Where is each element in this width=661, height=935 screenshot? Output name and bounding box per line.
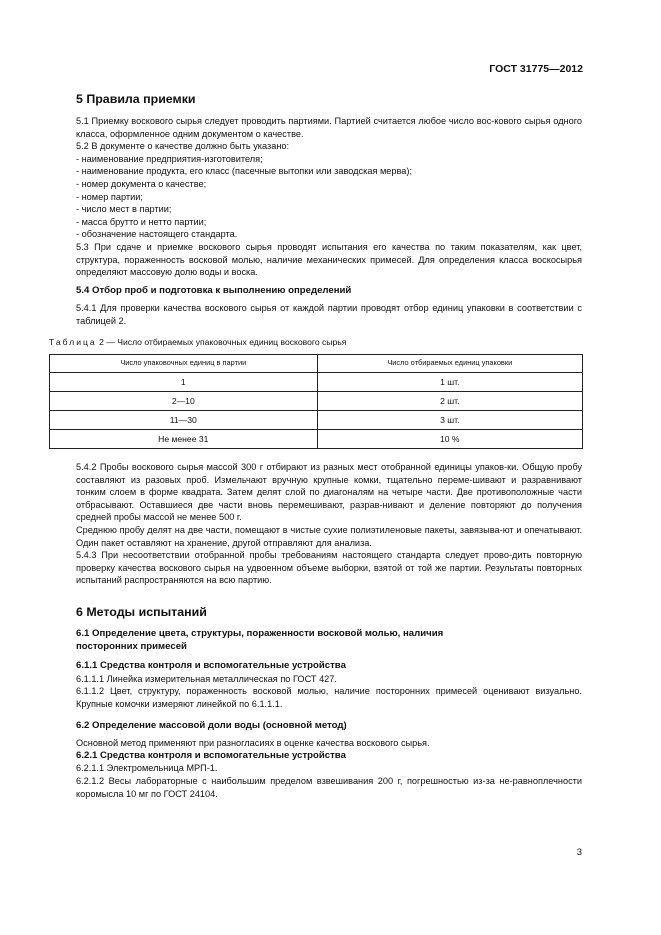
table-cell: 11—30 bbox=[50, 411, 318, 430]
document-body bbox=[49, 92, 582, 800]
section-6-title: 6 Методы испытаний bbox=[76, 605, 207, 620]
table-header-row bbox=[50, 355, 583, 373]
paragraph-6-1-1-1: 6.1.1.1 Линейка измерительная металлическая по ГОСТ 427. bbox=[76, 673, 337, 684]
paragraph-6-2-1-1: 6.2.1.1 Электромельница МРП-1. bbox=[76, 763, 218, 774]
section-6-2-1-title: 6.2.1 Средства контроля и вспомогательные устройства bbox=[76, 749, 346, 761]
table-cell: 2—10 bbox=[50, 392, 318, 411]
sampling-table bbox=[49, 354, 583, 449]
table-cell: Не менее 31 bbox=[50, 430, 318, 449]
paragraph-5-2: 5.2 В документе о качестве должно быть указано: bbox=[76, 141, 290, 152]
table-cell: 10 % bbox=[317, 430, 582, 449]
table-header-cell: Число упаковочных единиц в партии bbox=[50, 355, 318, 373]
section-5-4-title: 5.4 Отбор проб и подготовка к выполнению определений bbox=[76, 284, 352, 296]
section-6-2-title: 6.2 Определение массовой доли воды (основной метод) bbox=[76, 719, 347, 731]
table-row bbox=[50, 373, 583, 392]
paragraph-6-2: Основной метод применяют при разногласиях в оценке качества воскового сырья. bbox=[76, 738, 430, 749]
paragraph-5-1: 5.1 Приемку воскового сырья следует проводить партиями. Партией считается любое число вос-кового сырья одного класса, оформленное одним документом о качестве. bbox=[76, 116, 582, 139]
list-item: - номер документа о качестве; bbox=[76, 178, 207, 189]
table-caption: Таблица 2 — Число отбираемых упаковочных единиц воскового сырья bbox=[49, 336, 347, 347]
section-5-title: 5 Правила приемки bbox=[76, 92, 196, 106]
table-cell: 3 шт. bbox=[317, 411, 582, 430]
list-item: - номер партии; bbox=[76, 191, 143, 202]
paragraph-6-2-1-2: 6.2.1.2 Весы лабораторные с наибольшим пределом взвешивания 200 г, погрешностью из-за не-равноплечности коромысла 10 мг по ГОСТ 24104. bbox=[76, 775, 582, 799]
paragraph-5-4-1: 5.4.1 Для проверки качества воскового сырья от каждой партии проводят отбор единиц упаковки в соответствии с таблицей 2. bbox=[76, 303, 582, 326]
paragraph-6-1-1-2: 6.1.1.2 Цвет, структуру, пораженность восковой молью, наличие посторонних примесей оценивают визуально. Крупные комочки измеряют линейкой по 6.1.1.1. bbox=[76, 686, 582, 709]
list-item: - масса брутто и нетто партии; bbox=[76, 216, 207, 227]
list-item: - наименование продукта, его класс (пасечные вытопки или заводская мерва); bbox=[76, 166, 413, 177]
section-6-1-title: 6.1 Определение цвета, структуры, пораженности восковой молью, наличия посторонних примесей bbox=[76, 628, 444, 652]
list-item: - число мест в партии; bbox=[76, 204, 172, 215]
document-header: ГОСТ 31775—2012 bbox=[489, 63, 583, 75]
paragraph-5-3: 5.3 При сдаче и приемке воскового сырья проводят испытания его качества по таким показателям, как цвет, структура, пораженность восковой молью, наличие механических примесей. Для определения класса воскосырья определяют массовую долю воды и воска. bbox=[76, 241, 582, 278]
list-item: - обозначение настоящего стандарта. bbox=[76, 229, 238, 240]
table-row bbox=[50, 411, 583, 430]
paragraph-5-4-3: 5.4.3 При несоответствии отобранной пробы требованиям настоящего стандарта следует прово-дить повторную проверку качества воскового сырья на удвоенном объеме выборки, взятой от той же партии. Результаты повторных испытаний распространяются на всю партию. bbox=[76, 550, 582, 586]
table-cell: 1 шт. bbox=[317, 373, 582, 392]
table-cell: 1 bbox=[50, 373, 318, 392]
requirements-list bbox=[76, 153, 582, 241]
table-cell: 2 шт. bbox=[317, 392, 582, 411]
page-number: 3 bbox=[576, 847, 582, 858]
table-row bbox=[50, 430, 583, 449]
paragraph-5-4-2-b: Среднюю пробу делят на две части, помещают в чистые сухие полиэтиленовые пакеты, завязыва-ют и опечатывают. Один пакет оставляют на хранение, другой отправляют для анализа. bbox=[76, 525, 582, 548]
paragraph-5-4-2: 5.4.2 Пробы воскового сырья массой 300 г отбирают из разных мест отобранной единицы упаков-ки. Общую пробу составляют из разовых проб. Измельчают вручную крупные комки, тщательно переме-шивают и разравнивают тонким слоем в форме квадрата. Затем делят слой по диагоналям на четыре части. Две противоположные части отбрасывают. Оставшиеся две части вновь перемешивают, разрав-нивают и деление повторяют до получения средней пробы массой не менее 500 г. bbox=[76, 462, 582, 523]
table-row bbox=[50, 392, 583, 411]
section-6-1-1-title: 6.1.1 Средства контроля и вспомогательные устройства bbox=[76, 660, 346, 672]
list-item: - наименование предприятия-изготовителя; bbox=[76, 153, 263, 164]
table-header-cell: Число отбираемых единиц упаковки bbox=[317, 355, 582, 373]
